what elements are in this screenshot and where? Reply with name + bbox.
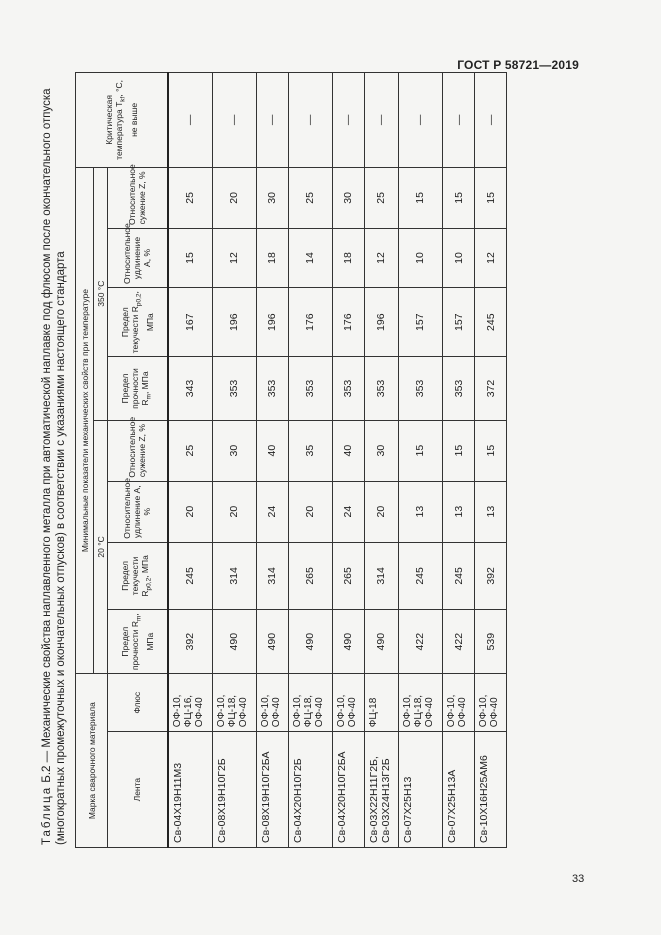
- rm20-unit: , МПа: [129, 613, 155, 651]
- cell-tk: —: [212, 73, 256, 168]
- table-row: [443, 73, 475, 848]
- cell-rp20: 245: [168, 542, 213, 609]
- cell-rm350: 353: [332, 357, 364, 420]
- header-rm-350: [108, 357, 168, 420]
- cell-a350: 10: [398, 228, 442, 287]
- cell-rp20: 314: [212, 542, 256, 609]
- cell-flux: ОФ-10, ФЦ-16, ОФ-40: [168, 674, 213, 732]
- cell-rm20: 490: [212, 610, 256, 674]
- cell-z350: 20: [212, 167, 256, 228]
- cell-rm350: 353: [212, 357, 256, 420]
- cell-rm350: 353: [256, 357, 288, 420]
- header-z-20: Относительное сужение Z, %: [108, 420, 168, 481]
- cell-tk: —: [168, 73, 213, 168]
- cell-rp20: 245: [443, 542, 475, 609]
- cell-flux: ОФ-10, ОФ-40: [332, 674, 364, 732]
- header-a-20: Относительное удлинение A, %: [108, 481, 168, 542]
- cell-a20: 20: [288, 481, 332, 542]
- table-row: [475, 73, 507, 848]
- cell-a20: 20: [364, 481, 398, 542]
- cell-tk: —: [364, 73, 398, 168]
- header-grade: Марка сварочного материала: [76, 674, 108, 848]
- cell-tape: Св-08Х19Н10Г2БА: [256, 732, 288, 848]
- cell-tape: Св-08Х19Н10Г2Б: [212, 732, 256, 848]
- table-row: [332, 73, 364, 848]
- cell-z350: 15: [475, 167, 507, 228]
- caption-text: Б.2 — Механические свойства наплавленного металла при автоматической наплавке под флюсом после окончательного отпуска (многократных промежуточных и окончательных отпусков) в соответствии с указаниями настоящего стандарта: [41, 88, 67, 845]
- cell-rm350: 353: [443, 357, 475, 420]
- caption-lead: Таблица: [41, 785, 53, 845]
- rm20-label: Предел прочности R: [119, 621, 140, 671]
- cell-z20: 15: [398, 420, 442, 481]
- cell-a350: 18: [332, 228, 364, 287]
- table-caption: [40, 65, 68, 845]
- header-critical-temp: [76, 73, 168, 168]
- cell-a20: 24: [256, 481, 288, 542]
- cell-z20: 15: [443, 420, 475, 481]
- cell-rm20: 539: [475, 610, 507, 674]
- cell-flux: ОФ-10, ОФ-40: [443, 674, 475, 732]
- standard-number: ГОСТ Р 58721—2019: [457, 58, 579, 72]
- header-rm-20: [108, 610, 168, 674]
- cell-rm20: 490: [256, 610, 288, 674]
- cell-flux: ОФ-10, ФЦ-18, ОФ-40: [212, 674, 256, 732]
- table-body: [168, 73, 507, 848]
- mechanical-properties-table: [75, 72, 507, 848]
- rotated-table-page: [40, 60, 600, 860]
- cell-z350: 25: [168, 167, 213, 228]
- cell-z20: 30: [212, 420, 256, 481]
- cell-z350: 25: [288, 167, 332, 228]
- cell-z350: 30: [256, 167, 288, 228]
- cell-z350: 30: [332, 167, 364, 228]
- cell-flux: ФЦ-18: [364, 674, 398, 732]
- cell-rm20: 392: [168, 610, 213, 674]
- rm350-label: Предел прочности R: [119, 368, 150, 409]
- header-temp-20: 20 °С: [94, 420, 108, 674]
- cell-tape: Св-04Х20Н10Г2Б: [288, 732, 332, 848]
- cell-rp350: 176: [288, 287, 332, 356]
- rp350-sub: p0,2: [135, 293, 143, 307]
- cell-rm350: 372: [475, 357, 507, 420]
- cell-tape: Св-07Х25Н13А: [443, 732, 475, 848]
- header-a-350: Относительное удлинение A, %: [108, 228, 168, 287]
- cell-tape: Св-04Х20Н10Г2БА: [332, 732, 364, 848]
- cell-rp350: 196: [212, 287, 256, 356]
- cell-rm20: 490: [332, 610, 364, 674]
- cell-z20: 40: [256, 420, 288, 481]
- rp20-label: Предел текучести R: [119, 556, 150, 597]
- cell-flux: ОФ-10, ФЦ-18, ОФ-40: [398, 674, 442, 732]
- cell-rp20: 314: [364, 542, 398, 609]
- cell-a350: 14: [288, 228, 332, 287]
- rp20-unit: , МПа: [139, 555, 150, 578]
- cell-z350: 15: [443, 167, 475, 228]
- cell-z20: 15: [475, 420, 507, 481]
- cell-a20: 13: [475, 481, 507, 542]
- cell-tk: —: [288, 73, 332, 168]
- cell-flux: ОФ-10, ФЦ-18, ОФ-40: [288, 674, 332, 732]
- cell-a20: 13: [398, 481, 442, 542]
- cell-a350: 15: [168, 228, 213, 287]
- cell-z20: 30: [364, 420, 398, 481]
- cell-flux: ОФ-10, ОФ-40: [256, 674, 288, 732]
- header-tape: Лента: [108, 732, 168, 848]
- cell-rm350: 353: [364, 357, 398, 420]
- crit-sub: kf: [119, 96, 127, 102]
- page-number: 33: [572, 873, 585, 885]
- rm350-unit: , МПа: [139, 371, 150, 395]
- cell-rp350: 157: [443, 287, 475, 356]
- cell-rp20: 245: [398, 542, 442, 609]
- cell-rp350: 157: [398, 287, 442, 356]
- cell-rm350: 343: [168, 357, 213, 420]
- cell-a350: 12: [364, 228, 398, 287]
- cell-rp350: 196: [256, 287, 288, 356]
- rp350-unit: , МПа: [129, 291, 155, 332]
- cell-rp350: 176: [332, 287, 364, 356]
- table-row: [212, 73, 256, 848]
- cell-tk: —: [443, 73, 475, 168]
- cell-z20: 25: [168, 420, 213, 481]
- cell-tk: —: [332, 73, 364, 168]
- cell-rm20: 422: [398, 610, 442, 674]
- cell-tape: Св-10Х16Н25АМ6: [475, 732, 507, 848]
- cell-rp20: 265: [288, 542, 332, 609]
- cell-tk: —: [256, 73, 288, 168]
- cell-rp20: 392: [475, 542, 507, 609]
- crit-tail: , °С, не выше: [113, 80, 139, 137]
- rp20-sub: p0,2: [145, 577, 153, 591]
- cell-a20: 13: [443, 481, 475, 542]
- cell-z20: 40: [332, 420, 364, 481]
- header-z-350: Относительное сужение Z, %: [108, 167, 168, 228]
- cell-z350: 25: [364, 167, 398, 228]
- header-rp-350: [108, 287, 168, 356]
- cell-rp20: 265: [332, 542, 364, 609]
- cell-a20: 20: [168, 481, 213, 542]
- cell-tk: —: [475, 73, 507, 168]
- cell-a350: 10: [443, 228, 475, 287]
- cell-tape: Св-03Х22Н11Г2Б, Св-03Х24Н13Г2Б: [364, 732, 398, 848]
- header-temp-350: 350 °С: [94, 167, 108, 420]
- cell-rp20: 314: [256, 542, 288, 609]
- rm20-sub: m: [135, 615, 143, 622]
- cell-rm350: 353: [398, 357, 442, 420]
- table-row: [398, 73, 442, 848]
- header-flux: Флюс: [108, 674, 168, 732]
- header-rp-20: [108, 542, 168, 609]
- rm350-sub: m: [145, 394, 153, 400]
- rp350-label: Предел текучести R: [119, 306, 140, 354]
- header-min-properties: Минимальные показатели механических свойств при температуре: [76, 167, 94, 673]
- cell-rm20: 422: [443, 610, 475, 674]
- table-row: [256, 73, 288, 848]
- cell-a350: 12: [212, 228, 256, 287]
- cell-rm20: 490: [364, 610, 398, 674]
- cell-tape: Св-04Х19Н11М3: [168, 732, 213, 848]
- table-row: [364, 73, 398, 848]
- cell-tk: —: [398, 73, 442, 168]
- crit-label: Критическая температура Т: [103, 95, 124, 160]
- cell-rp350: 245: [475, 287, 507, 356]
- cell-flux: ОФ-10, ОФ-40: [475, 674, 507, 732]
- cell-tape: Св-07Х25Н13: [398, 732, 442, 848]
- cell-rp350: 167: [168, 287, 213, 356]
- cell-rm20: 490: [288, 610, 332, 674]
- table-row: [288, 73, 332, 848]
- cell-z350: 15: [398, 167, 442, 228]
- cell-a350: 18: [256, 228, 288, 287]
- cell-a350: 12: [475, 228, 507, 287]
- cell-rp350: 196: [364, 287, 398, 356]
- cell-a20: 24: [332, 481, 364, 542]
- cell-rm350: 353: [288, 357, 332, 420]
- cell-a20: 20: [212, 481, 256, 542]
- table-row: [168, 73, 213, 848]
- cell-z20: 35: [288, 420, 332, 481]
